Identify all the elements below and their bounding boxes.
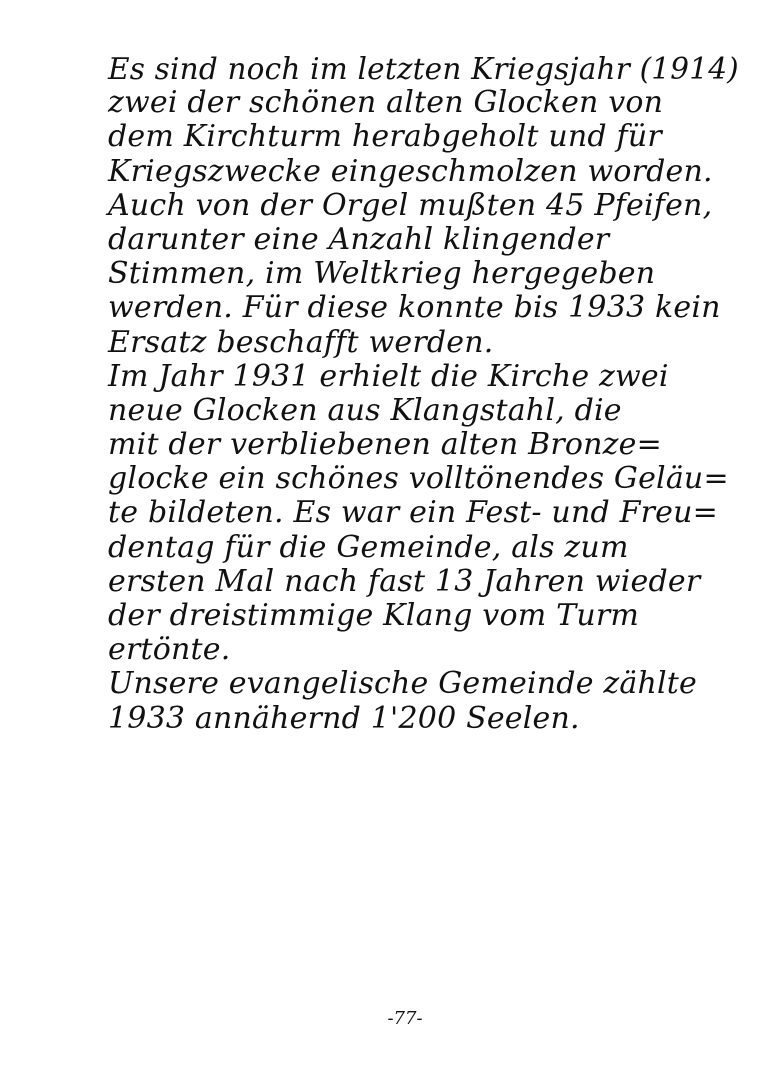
text-line: 1933 annähernd 1'200 Seelen. xyxy=(108,700,580,736)
text-line: Unsere evangelische Gemeinde zählte xyxy=(108,666,697,702)
text-line: te bildeten. Es war ein Fest- und Freu= xyxy=(108,495,718,531)
text-line: glocke ein schönes volltönendes Geläu= xyxy=(108,461,729,497)
text-line: ersten Mal nach fast 13 Jahren wieder xyxy=(108,563,701,599)
handwritten-text-block xyxy=(108,52,748,736)
text-line: dem Kirchturm herabgeholt und für xyxy=(108,119,662,155)
text-line: der dreistimmige Klang vom Turm xyxy=(108,598,640,633)
text-line: Ersatz beschafft werden. xyxy=(108,324,494,360)
text-line: darunter eine Anzahl klingender xyxy=(108,221,610,257)
text-line: dentag für die Gemeinde, als zum xyxy=(108,529,629,565)
text-line: neue Glocken aus Klangstahl, die xyxy=(108,392,622,428)
text-line: Im Jahr 1931 erhielt die Kirche zwei xyxy=(108,358,669,394)
text-line: Es sind noch im letzten Kriegsjahr (1914) xyxy=(108,52,739,86)
text-line: Kriegszwecke eingeschmolzen worden. xyxy=(108,153,713,189)
text-line: zwei der schönen alten Glocken von xyxy=(108,85,664,121)
text-line: ertönte. xyxy=(108,632,231,668)
text-line: werden. Für diese konnte bis 1933 kein xyxy=(108,290,721,326)
text-line: mit der verbliebenen alten Bronze= xyxy=(108,427,662,463)
text-line: Stimmen, im Weltkrieg hergegeben xyxy=(108,256,656,292)
text-line: Auch von der Orgel mußten 45 Pfeifen, xyxy=(108,187,713,223)
page-number: -77- xyxy=(387,1008,423,1029)
